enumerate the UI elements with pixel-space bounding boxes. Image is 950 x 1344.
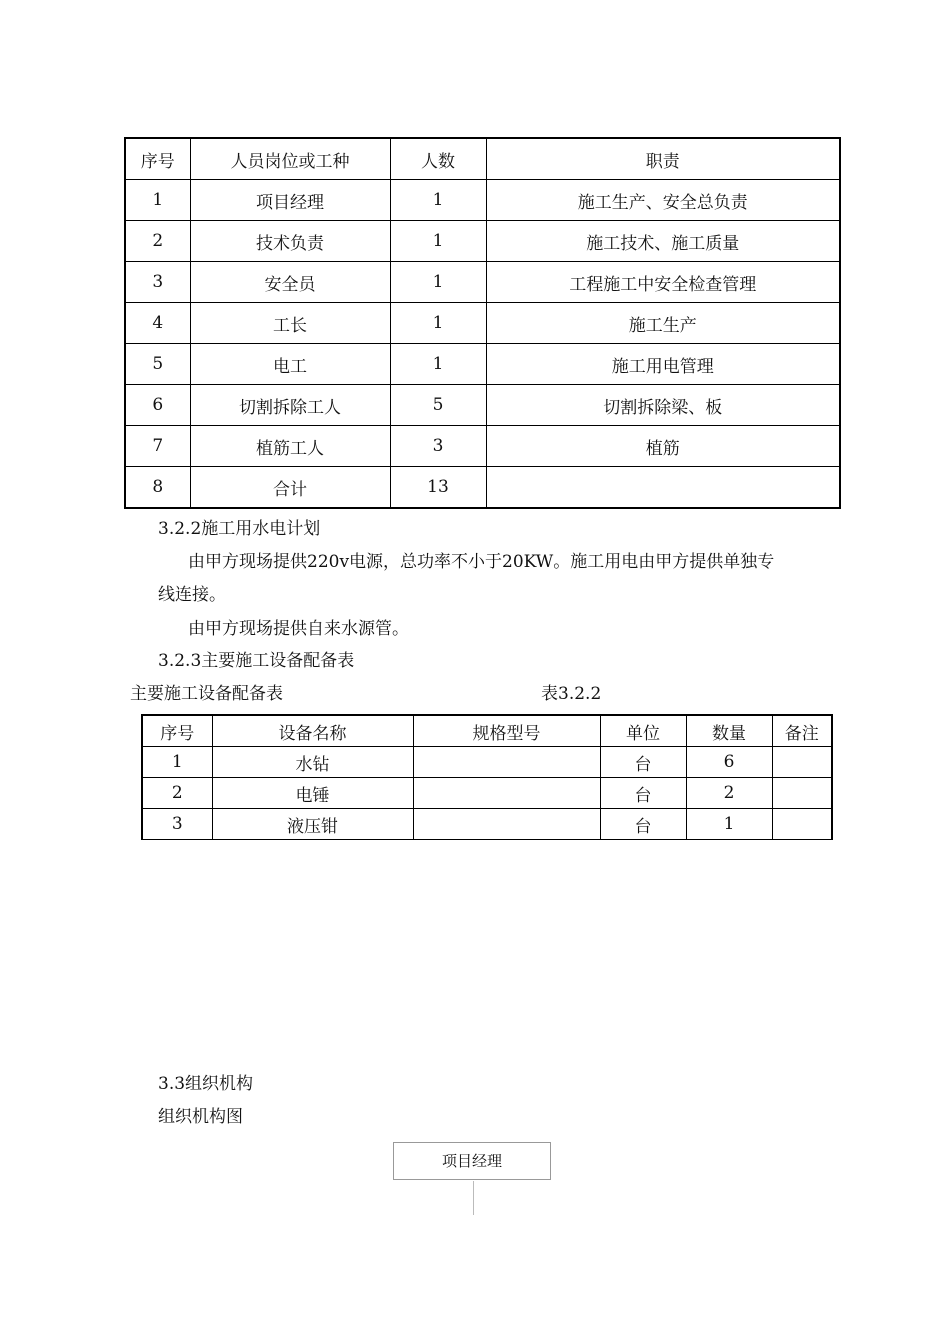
table-cell: 2 <box>125 221 190 262</box>
section-heading-322: 3.2.2施工用水电计划 <box>158 519 321 539</box>
table-cell: 3 <box>390 426 486 467</box>
table-cell: 1 <box>125 180 190 221</box>
table-cell <box>486 467 840 509</box>
table-cell: 5 <box>125 344 190 385</box>
staff-table-header-row <box>125 138 840 180</box>
org-chart-title: 组织机构图 <box>158 1107 243 1127</box>
water-paragraph: 由甲方现场提供自来水源管。 <box>188 619 409 639</box>
table-cell: 技术负责 <box>190 221 390 262</box>
power-paragraph-line2: 线连接。 <box>158 585 226 605</box>
table-number: 表3.2.2 <box>541 684 602 704</box>
table-cell: 6 <box>686 747 772 778</box>
staff-table <box>124 137 841 509</box>
table-row <box>125 467 840 509</box>
table-cell: 施工生产 <box>486 303 840 344</box>
org-node-project-manager: 项目经理 <box>393 1142 551 1180</box>
table-row <box>125 303 840 344</box>
table-cell: 台 <box>600 778 686 809</box>
table-cell: 合计 <box>190 467 390 509</box>
table-cell: 植筋 <box>486 426 840 467</box>
power-paragraph-line1: 由甲方现场提供220v电源，总功率不小于20KW。施工用电由甲方提供单独专 <box>188 552 775 572</box>
table-cell: 1 <box>390 221 486 262</box>
section-heading-323: 3.2.3主要施工设备配备表 <box>158 651 355 671</box>
table-cell: 5 <box>390 385 486 426</box>
table-cell <box>413 778 600 809</box>
equip-header-cell: 设备名称 <box>212 715 413 747</box>
table-cell: 台 <box>600 809 686 840</box>
table-cell <box>772 778 832 809</box>
equip-header-cell: 数量 <box>686 715 772 747</box>
table-cell: 1 <box>686 809 772 840</box>
table-row <box>125 221 840 262</box>
table-cell: 液压钳 <box>212 809 413 840</box>
table-cell <box>413 747 600 778</box>
equip-header-cell: 单位 <box>600 715 686 747</box>
equipment-table-header-row <box>142 715 832 747</box>
table-cell: 7 <box>125 426 190 467</box>
table-row <box>125 426 840 467</box>
table-cell: 施工技术、施工质量 <box>486 221 840 262</box>
table-cell: 1 <box>390 303 486 344</box>
table-cell: 8 <box>125 467 190 509</box>
table-cell: 水钻 <box>212 747 413 778</box>
table-cell: 3 <box>125 262 190 303</box>
table-cell: 工长 <box>190 303 390 344</box>
table-cell: 施工生产、安全总负责 <box>486 180 840 221</box>
staff-header-cell: 职责 <box>486 138 840 180</box>
table-row <box>125 180 840 221</box>
equip-header-cell: 备注 <box>772 715 832 747</box>
table-cell: 电工 <box>190 344 390 385</box>
table-caption: 主要施工设备配备表 <box>130 684 283 704</box>
table-row <box>142 778 832 809</box>
table-cell: 切割拆除梁、板 <box>486 385 840 426</box>
table-cell <box>772 809 832 840</box>
table-cell: 4 <box>125 303 190 344</box>
table-cell: 台 <box>600 747 686 778</box>
staff-header-cell: 人员岗位或工种 <box>190 138 390 180</box>
table-cell: 6 <box>125 385 190 426</box>
table-cell: 电锤 <box>212 778 413 809</box>
table-cell: 2 <box>686 778 772 809</box>
org-connector-line <box>473 1181 474 1215</box>
table-cell: 13 <box>390 467 486 509</box>
table-cell: 切割拆除工人 <box>190 385 390 426</box>
equip-header-cell: 规格型号 <box>413 715 600 747</box>
table-cell: 1 <box>142 747 212 778</box>
table-row <box>125 385 840 426</box>
table-cell: 植筋工人 <box>190 426 390 467</box>
table-cell: 1 <box>390 344 486 385</box>
table-cell: 施工用电管理 <box>486 344 840 385</box>
table-cell: 1 <box>390 262 486 303</box>
table-cell <box>772 747 832 778</box>
table-cell: 3 <box>142 809 212 840</box>
equip-header-cell: 序号 <box>142 715 212 747</box>
table-row <box>125 344 840 385</box>
table-row <box>142 809 832 840</box>
table-row <box>142 747 832 778</box>
section-heading-33: 3.3组织机构 <box>158 1074 254 1094</box>
staff-header-cell: 人数 <box>390 138 486 180</box>
table-cell: 安全员 <box>190 262 390 303</box>
table-cell: 项目经理 <box>190 180 390 221</box>
staff-header-cell: 序号 <box>125 138 190 180</box>
table-cell: 1 <box>390 180 486 221</box>
table-cell: 工程施工中安全检查管理 <box>486 262 840 303</box>
table-row <box>125 262 840 303</box>
table-cell <box>413 809 600 840</box>
equipment-table <box>141 714 833 840</box>
table-cell: 2 <box>142 778 212 809</box>
